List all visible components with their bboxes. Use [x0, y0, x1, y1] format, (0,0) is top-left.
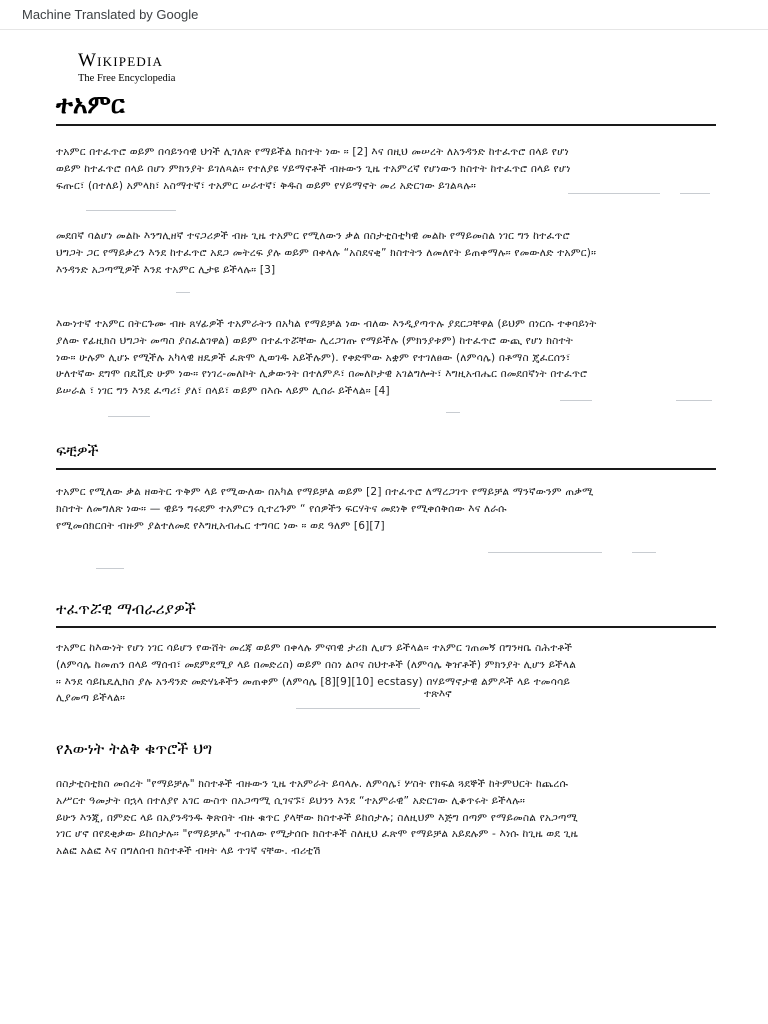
logo-tagline: The Free Encyclopedia [78, 73, 176, 84]
section-title-natural-explanations: ተፈጥሯዊ ማብራሪያዎች [56, 598, 716, 628]
divider-rule [446, 412, 460, 413]
divider-rule [86, 210, 176, 211]
paragraph-line: እንዳንድ አጋጣሚዎች እንደ ተአምር ሊታዩ ይችላሉ። [3] [56, 263, 276, 276]
divider-rule [632, 552, 656, 553]
true-miracle-paragraph [56, 316, 716, 400]
paragraph-line: በስታቲስቲክስ መሰረት "የማይቻሉ" ክስተቶች ብዙውን ጊዜ ተአምራት ይባላሉ. ለምሳሌ፣ ሦስት የክፍል ጓደኞች ከትምህርት ከጨረሱ [56, 778, 569, 790]
paragraph-line: አልፎ አልፎ እና በግለሰብ ክስተቶች ብዛት ላይ ጥገኛ ናቸው. ብሪቲሽ [56, 845, 321, 858]
paragraph-line: ነው። ሁሉም ሊሆኑ የሚችሉ አካላዊ ዘዴዎች ፈጽሞ ሊወገዱ አይችሉም). የቀድሞው አቋም የተገለፀው (ለምሳሌ) በቶማስ ጄፈርሰን፣ [56, 351, 571, 364]
divider-rule [108, 416, 150, 417]
floating-word: ተጽእኖ [424, 688, 452, 700]
divider-rule [176, 292, 190, 293]
paragraph-line: ፍጡር፣ (በተለይ) አምላክ፣ አስማተኛ፣ ተአምር ሠራተኛ፣ ቅዱስ ወይም የሃይማኖት መሪ አድርገው ይገልጻሉ። [56, 179, 477, 192]
paragraph-line: (ለምሳሌ ከመጠን በላይ ማሰብ፣ መደምደሚያ ላይ በመድረስ) ወይም በስነ ልቦና ስህተቶች (ለምሳሌ ቅዠቶች) ምክንያት ሊሆን ይችላል [56, 658, 577, 671]
section-title-definitions: ፍቺዎች [56, 440, 716, 470]
paragraph-line: አሥርተ ዓመታት በኋላ በተለያየ አገር ውስጥ በአጋጣሚ ሲገናኙ፣ ይህንን እንደ “ተአምራዊ” አድርገው ሊቆጥሩት ይችላሉ። [56, 794, 526, 807]
divider-rule [560, 400, 592, 401]
divider-rule [568, 193, 660, 194]
wikipedia-logo[interactable] [78, 50, 175, 85]
paragraph-line: ወይም ከተፈጥሮ በላይ በሆነ ምክንያት ይገለጻል። የተለያዩ ሃይማኖቶች ብዙውን ጊዜ ተአምረኛ የሆነውን ክስተት ከተፈጥሮ በላይ የሆነ [56, 162, 571, 175]
paragraph-line: ሁለተኛው ደግሞ በዴቪድ ሁም ነው። የነገረ-መለኮት ሊቃውንት በተለምዶ፣ በመለኮታዊ አገልግሎት፣ እግዚአብሔር በመደበኛነት በተፈጥሮ [56, 368, 588, 381]
paragraph-line: መደበኛ ባልሆነ መልኩ እንግሊዘኛ ተናጋሪዎች ብዙ ጊዜ ተአምር የሚለውን ቃል በስታቲስቲካዊ መልኩ የማይመስል ነገር ግን ከተፈጥሮ [56, 230, 570, 242]
page-title: ተአምር [56, 88, 716, 126]
paragraph-line: ያለው የፊዚክስ ህግጋት መጣስ ያስፈልገዋል) ወይም በተፈጥሯቸው ሊረጋገጡ የማይችሉ (ምክንያቱም) ከተፈጥሮ ውጪ የሆነ ክስተት [56, 334, 574, 347]
paragraph-line: ነገር ሆኖ በየደቂቃው ይከሰታሉ። "የማይቻሉ" ተብለው የሚታሰቡ ክስተቶች ስለዚህ ፈጽሞ የማይቻል አይደሉም - እነሱ ከጊዜ ወደ ጊዜ [56, 828, 579, 841]
section-title-large-numbers: የእውነት ትልቅ ቁጥሮች ህግ [56, 740, 213, 758]
divider-rule [488, 552, 602, 553]
machine-translation-banner: Machine Translated by Google [0, 0, 768, 30]
divider-rule [680, 193, 710, 194]
paragraph-line: እውነተኛ ተአምር በትርጉሙ ብዙ ጸሃፊዎች ተአምራትን በአካል የማይቻል ነው ብለው እንዲያጣጥሉ ያደርጋቸዋል (ይህም በነርሱ ተቀባይነት [56, 318, 597, 330]
natural-explanations-paragraph [56, 640, 716, 707]
divider-rule [96, 568, 124, 569]
paragraph-line: የሚመሰክርበት ብዙም ያልተለመደ የእግዚአብሔር ተግባር ነው ። ወደ ዓለም [6][7] [56, 519, 385, 532]
divider-rule [676, 400, 712, 401]
paragraph-line: ። እንደ ሳይኬዴሊክስ ያሉ አንዳንድ መድሃኒቶችን መጠቀም (ለምሳሌ [8][9][10] ecstasy) በሃይማኖታዊ ልምዶች ላይ ተመሳሳይ [56, 675, 571, 688]
paragraph-line: ተአምር በተፈጥሮ ወይም በሳይንሳዊ ህጎች ሊገለጽ የማይችል ክስተት ነው ። [2] እና በዚህ መሠረት ለአንዳንድ ከተፈጥሮ በላይ የሆነ [56, 146, 569, 158]
intro-paragraph [56, 144, 716, 194]
paragraph-line: ይሠራል ፣ ነገር ግን እንደ ፈጣሪ፣ ያለ፣ በላይ፣ ወይም በእሱ ላይም ሊሰራ ይችላል። [4] [56, 385, 390, 398]
paragraph-line: ክስተት ለመግለጽ ነው። — ዊይን ግሩደም ተአምርን ሲተረጉም “ የሰዎችን ፍርሃትና መደነቅ የሚቀሰቅሰው እና ለራሱ [56, 502, 507, 515]
paragraph-line: ሊያመጣ ይችላል። [56, 692, 126, 705]
logo-wordmark: Wikipedia [78, 50, 164, 71]
paragraph-line: ህግጋት ጋር የማይቃረን እንደ ከተፈጥሮ አደጋ መትረፍ ያሉ ወይም በቀላሉ “አስደናቂ” ክስተትን ለመለየት ይጠቀማሉ። የመውለድ ተአምር)። [56, 246, 597, 259]
paragraph-line: ተአምር ከእውነት የሆነ ነገር ሳይሆን የውሸት መረጃ ወይም በቀላሉ ምናባዊ ታሪክ ሊሆን ይችላል። ተአምር ገጠመኝ በግንዛቤ ስሕተቶች [56, 642, 573, 654]
divider-rule [296, 708, 420, 709]
paragraph-line: ይሁን እንጂ, በምድር ላይ በአያንዳንዱ ቅጽበት ብዙ ቁጥር ያላቸው ክስተቶች ይከሰታሉ; ስለዚህም እጅግ በጣም የማይመስል የአጋጣሚ [56, 811, 578, 824]
large-numbers-paragraph [56, 776, 716, 860]
definitions-paragraph [56, 484, 716, 534]
paragraph-line: ተአምር የሚለው ቃል ዘወትር ጥቅም ላይ የሚውለው በአካል የማይቻል ወይም [2] በተፈጥሮ ለማረጋገጥ የማይቻል ማንኛውንም ጠቃሚ [56, 486, 594, 498]
informal-usage-paragraph [56, 228, 716, 278]
